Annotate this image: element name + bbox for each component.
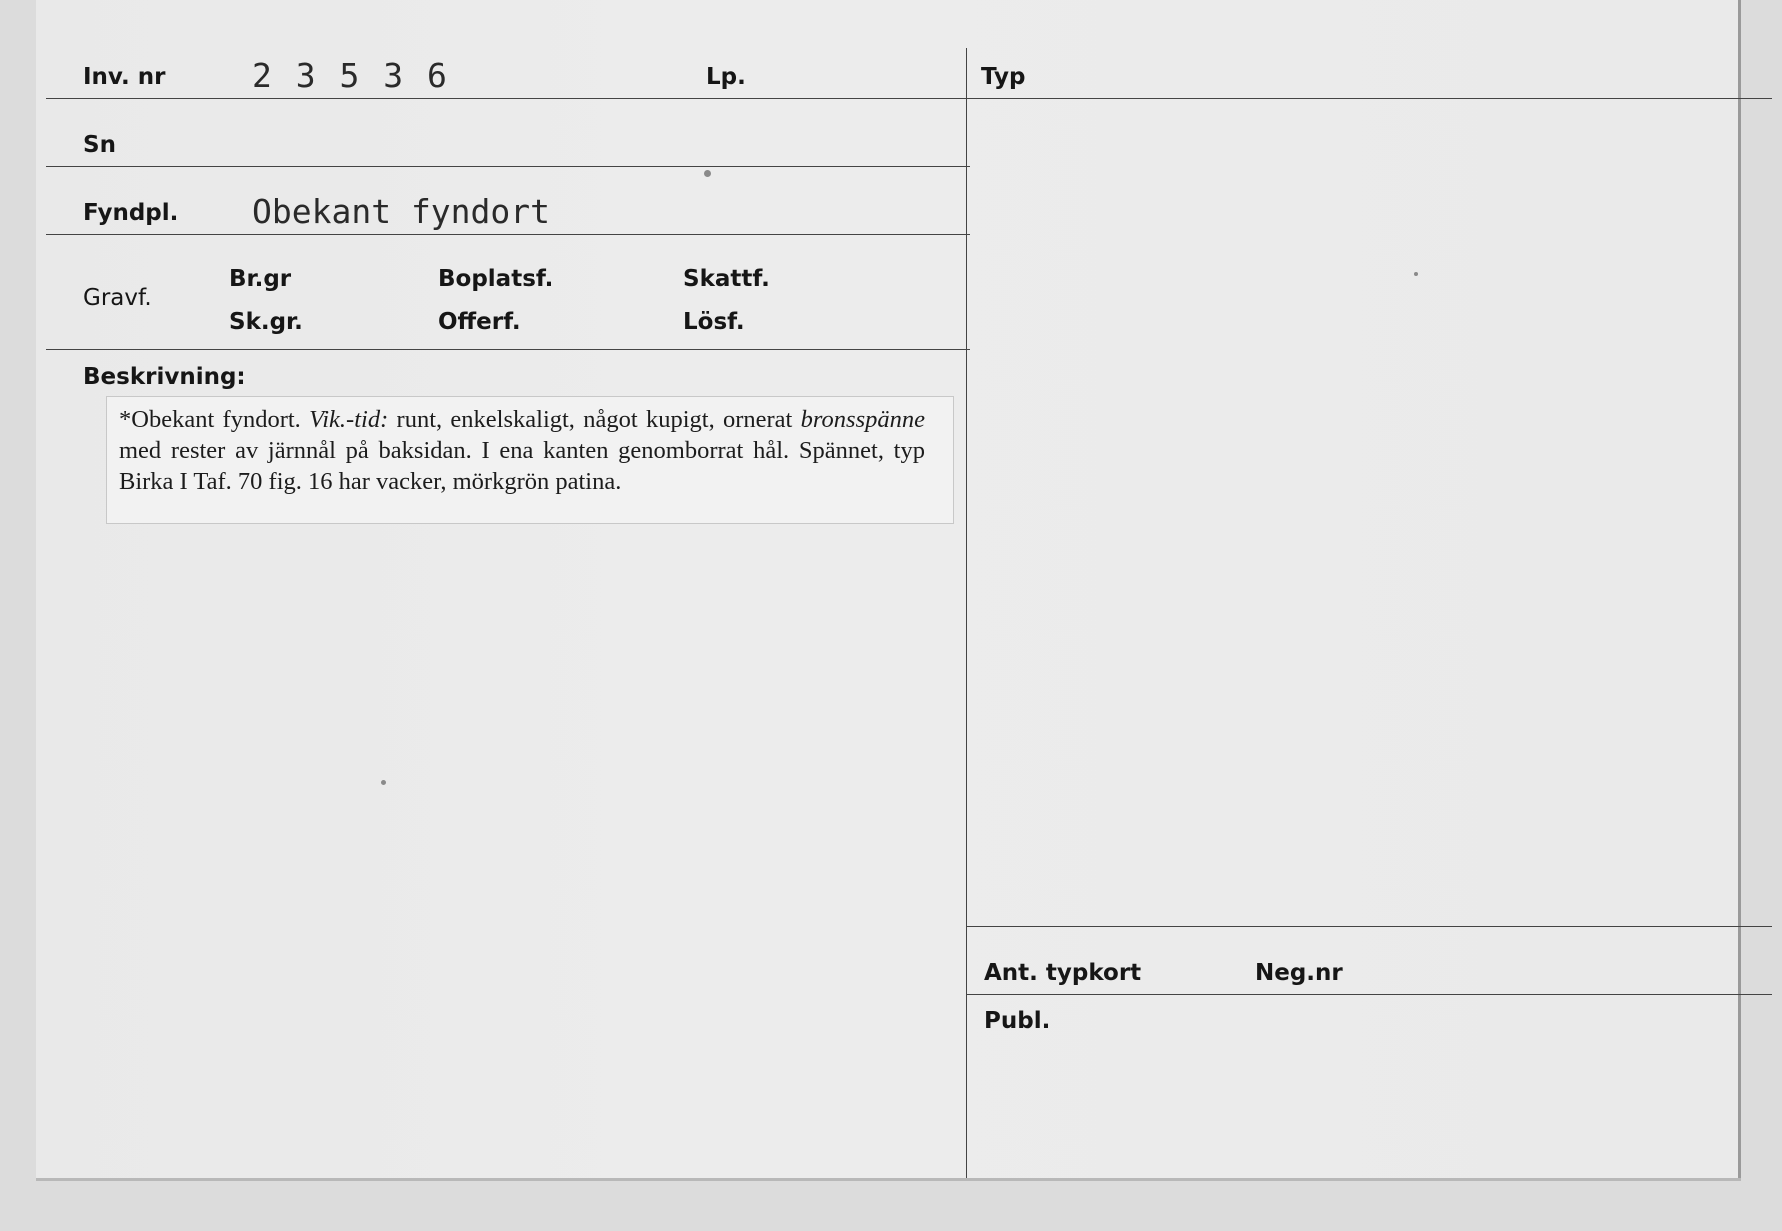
paper-speck [381, 780, 386, 785]
sn-label: Sn [83, 132, 116, 158]
typ-label: Typ [981, 64, 1026, 90]
inv-nr-value: 2 3 5 3 6 [252, 56, 449, 95]
divider-sn [46, 166, 970, 167]
boplatsf-label: Boplatsf. [438, 266, 554, 292]
divider-inv [46, 98, 970, 99]
index-card [36, 0, 1741, 1178]
beskrivning-label: Beskrivning: [83, 364, 246, 390]
neg-nr-label: Neg.nr [1255, 960, 1343, 986]
skattf-label: Skattf. [683, 266, 770, 292]
publ-label: Publ. [984, 1008, 1051, 1034]
offerf-label: Offerf. [438, 309, 521, 335]
brgr-label: Br.gr [229, 266, 292, 292]
fyndpl-label: Fyndpl. [83, 200, 179, 226]
gravf-label: Gravf. [83, 285, 152, 311]
description-text: *Obekant fyndort. Vik.-tid: runt, enkelskaligt, något kupigt, ornerat bronsspänne med rester av järnnål på baksidan. I ena kanten genomborrat hål. Spännet, typ Birka I Taf. 70 fig. 16 har vacker, mörkgrön patina. [119, 406, 925, 495]
ant-typkort-label: Ant. typkort [984, 960, 1142, 986]
divider-fyndpl [46, 234, 970, 235]
column-divider [966, 48, 967, 1178]
divider-gravf [46, 349, 970, 350]
inv-nr-label: Inv. nr [83, 64, 166, 90]
fyndpl-value: Obekant fyndort [252, 192, 551, 231]
skgr-label: Sk.gr. [229, 309, 303, 335]
paper-speck [1414, 272, 1418, 276]
losf-label: Lösf. [683, 309, 745, 335]
divider-typ [966, 98, 1772, 99]
divider-ant-typkort [966, 994, 1772, 995]
paper-speck [704, 170, 711, 177]
lp-label: Lp. [706, 64, 746, 90]
divider-typ-area-bottom [966, 926, 1772, 927]
